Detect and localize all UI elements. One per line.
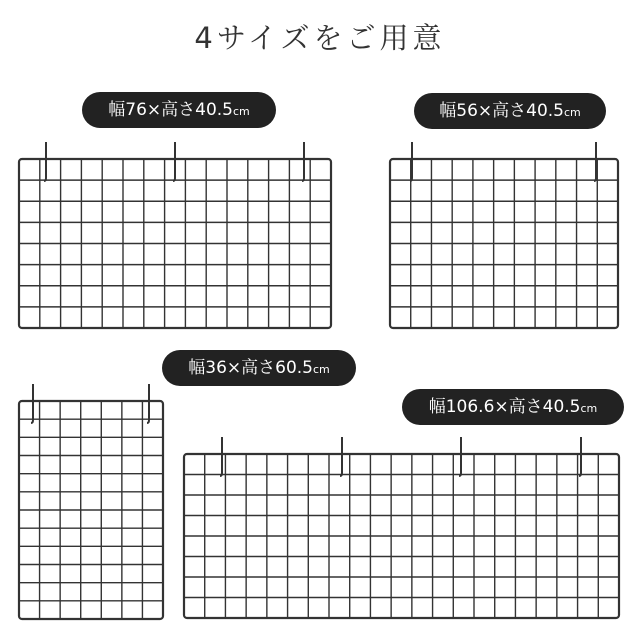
hook-icon (459, 437, 461, 476)
size-label-text: 幅106.6×高さ40.5 (428, 397, 581, 417)
hook-icon (31, 384, 33, 423)
hook-icon (147, 384, 149, 423)
size-label-text: 幅36×高さ60.5 (188, 358, 313, 378)
size-label-76 (82, 92, 276, 128)
size-label-unit: cm (232, 105, 250, 118)
hook-icon (220, 437, 222, 476)
wire-grid-panel-106-6 (183, 453, 620, 619)
size-label-56 (414, 93, 606, 129)
wire-grid-panel-76 (18, 158, 332, 329)
size-label-106-6 (402, 389, 624, 425)
hook-icon (594, 142, 596, 181)
size-label-text: 幅76×高さ40.5 (108, 100, 233, 120)
hook-icon (579, 437, 581, 476)
hook-icon (340, 437, 342, 476)
wire-grid-panel-56 (389, 158, 619, 329)
size-label-36 (162, 350, 356, 386)
hook-icon (173, 142, 175, 181)
hook-icon (302, 142, 304, 181)
page-title: 4サイズをご用意 (194, 21, 446, 55)
wire-grid-panel-36 (18, 400, 164, 620)
hook-icon (44, 142, 46, 181)
size-label-unit: cm (563, 106, 581, 119)
size-label-text: 幅56×高さ40.5 (439, 101, 564, 121)
size-label-unit: cm (580, 402, 598, 415)
size-label-unit: cm (312, 363, 330, 376)
